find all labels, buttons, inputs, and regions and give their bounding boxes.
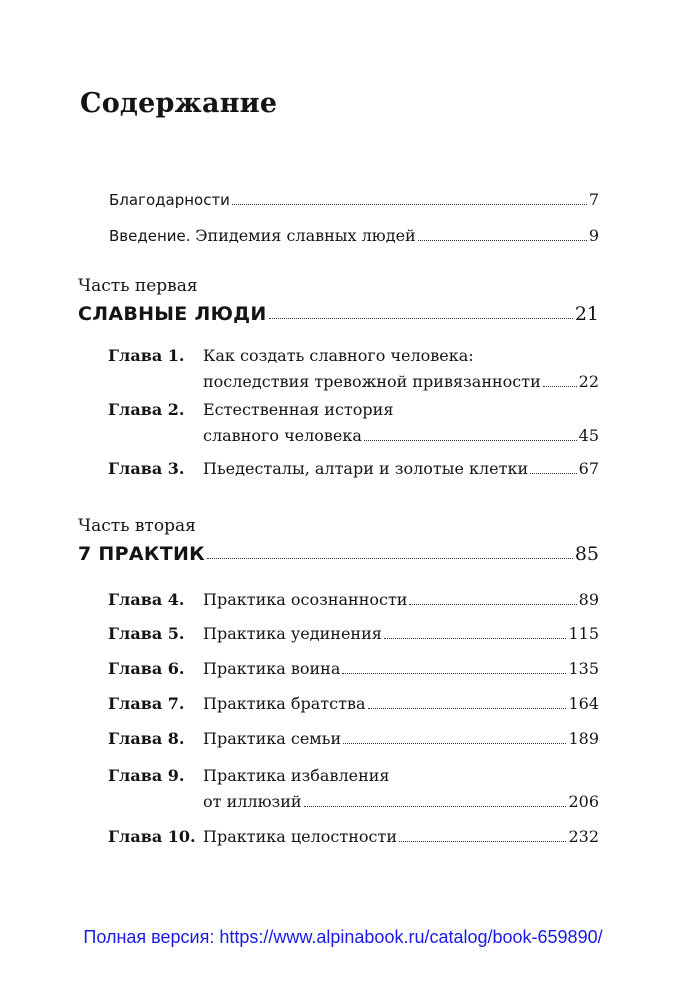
chapter-title: Практика целостности: [203, 827, 398, 846]
page-number: 9: [588, 226, 599, 245]
chapter-title-line1: Естественная история: [203, 400, 394, 419]
part-title-text: 7 ПРАКТИК: [78, 543, 205, 565]
toc-entry-chapter[interactable]: [203, 784, 599, 812]
chapter-number: Глава 1.: [108, 346, 185, 365]
chapter-title: последствия тревожной привязанности: [203, 372, 541, 391]
chapter-title-line1: Практика избавления: [203, 766, 390, 785]
dot-leader: [409, 604, 576, 605]
page-number: 22: [578, 372, 599, 391]
page-number: 206: [568, 792, 599, 811]
chapter-number: Глава 10.: [108, 827, 196, 846]
chapter-number: Глава 6.: [108, 659, 185, 678]
dot-leader: [343, 743, 566, 744]
chapter-title: Практика осознанности: [203, 590, 408, 609]
entry-prefix: Введение.: [109, 227, 196, 245]
toc-entry-introduction[interactable]: [109, 218, 599, 246]
dot-leader: [232, 204, 587, 205]
chapter-number: Глава 4.: [108, 590, 185, 609]
entry-main-title: Эпидемия славных людей: [195, 226, 416, 245]
page-number: 85: [574, 543, 599, 565]
toc-entry-chapter[interactable]: [203, 686, 599, 714]
toc-entry-chapter[interactable]: [203, 616, 599, 644]
entry-title: [109, 226, 416, 246]
full-version-link[interactable]: Полная версия: https://www.alpinabook.ru/catalog/book-659890/: [83, 927, 603, 947]
dot-leader: [342, 673, 566, 674]
chapter-title: Практика воина: [203, 659, 341, 678]
chapter-title-line1: Как создать славного человека:: [203, 346, 474, 365]
entry-title: Благодарности: [109, 191, 230, 209]
toc-entry-chapter[interactable]: [203, 651, 599, 679]
page-number: 189: [568, 729, 599, 748]
page-title: Содержание: [80, 88, 278, 119]
page-number: 21: [574, 303, 599, 325]
page-number: 164: [568, 694, 599, 713]
dot-leader: [384, 638, 567, 639]
part-label: Часть вторая: [78, 516, 196, 536]
page-number: 89: [578, 590, 599, 609]
part-label: Часть первая: [78, 276, 198, 296]
toc-entry-chapter[interactable]: [203, 582, 599, 610]
page-number: 232: [568, 827, 599, 846]
chapter-number: Глава 5.: [108, 624, 185, 643]
chapter-title: славного человека: [203, 426, 362, 445]
chapter-title: Практика семьи: [203, 729, 342, 748]
chapter-title: Практика братства: [203, 694, 366, 713]
dot-leader: [364, 440, 577, 441]
dot-leader: [399, 841, 566, 842]
page-number: 45: [578, 426, 599, 445]
chapter-number: Глава 7.: [108, 694, 185, 713]
toc-entry-chapter[interactable]: [203, 721, 599, 749]
page-number: 7: [588, 190, 599, 209]
dot-leader: [368, 708, 567, 709]
chapter-number: Глава 8.: [108, 729, 185, 748]
chapter-title: от иллюзий: [203, 792, 302, 811]
toc-part-title[interactable]: [78, 296, 599, 324]
chapter-number: Глава 9.: [108, 766, 185, 785]
chapter-title: Практика уединения: [203, 624, 382, 643]
toc-entry-chapter[interactable]: [203, 819, 599, 847]
chapter-title: Пьедесталы, алтари и золотые клетки: [203, 459, 529, 478]
toc-part-title[interactable]: [78, 536, 599, 564]
page-number: 115: [568, 624, 599, 643]
dot-leader: [543, 386, 577, 387]
dot-leader: [418, 240, 587, 241]
dot-leader: [530, 473, 576, 474]
page-number: 67: [578, 459, 599, 478]
toc-entry-acknowledgements[interactable]: [109, 182, 599, 210]
toc-entry-chapter[interactable]: [203, 364, 599, 392]
toc-entry-chapter[interactable]: [203, 451, 599, 479]
toc-entry-chapter[interactable]: [203, 418, 599, 446]
page-number: 135: [568, 659, 599, 678]
dot-leader: [269, 318, 573, 319]
chapter-number: Глава 3.: [108, 459, 185, 478]
part-title-text: СЛАВНЫЕ ЛЮДИ: [78, 303, 267, 325]
dot-leader: [304, 806, 567, 807]
dot-leader: [207, 558, 573, 559]
chapter-number: Глава 2.: [108, 400, 185, 419]
